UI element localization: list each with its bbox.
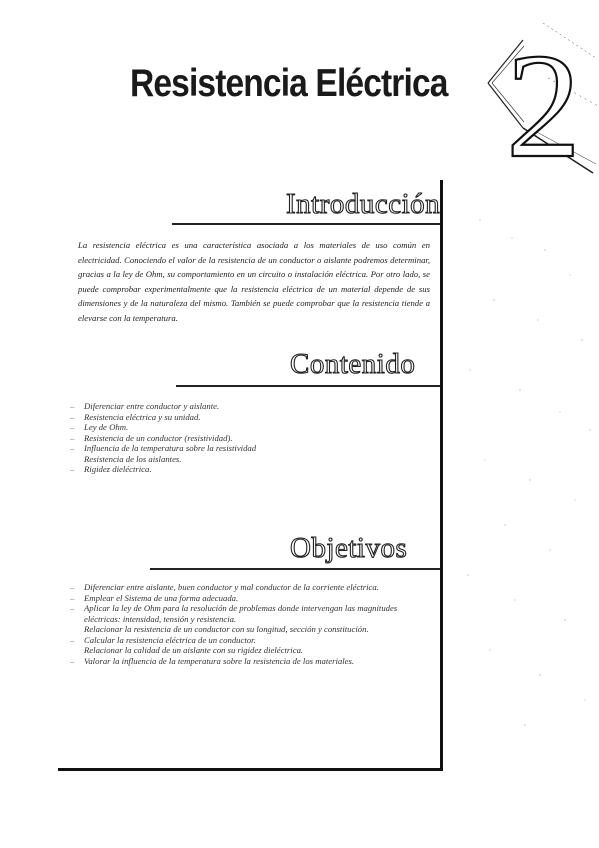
frame-bottom-rule [58,768,443,771]
section-rule-contenido [176,385,440,387]
scan-noise-decoration [450,180,599,740]
section-rule-introduccion [172,223,440,225]
intro-paragraph: La resistencia eléctrica es una característica asociada a los materiales de uso común en electricidad. Conociendo el valor de la resistencia de un conductor o aislante podremos determinar, gracias a la ley de Ohm, su comportamiento en un circuito o instalación eléctrica. Por otro lado, se puede comprobar experimentalmente que la resistencia eléctrica de un material depende de sus dimensiones y de la naturaleza del mismo. También se puede comprobar que la resistencia tiende a elevarse con la temperatura. [78,240,430,323]
list-item: – Diferenciar entre conductor y aislante. [70,401,220,411]
list-item: – Resistencia eléctrica y su unidad. [70,411,201,422]
list-item: – Influencia de la temperatura sobre la resistividad [70,443,257,453]
chapter-title: Resistencia Eléctrica [130,62,448,105]
list-item: – Aplicar la ley de Ohm para la resolución de problemas donde intervengan las magnitudes eléctricas: intensidad, tensión y resistencia. [70,603,398,624]
objetivos-list [70,582,432,666]
contenido-list [70,401,256,475]
list-item: – Diferenciar entre aislante, buen conductor y mal conductor de la corriente eléctrica. [70,582,379,592]
frame-vertical-rule [440,180,443,770]
list-item: – Rigidez dieléctrica. [70,464,152,474]
list-item: Relacionar la resistencia de un conductor con su longitud, sección y constitución. [84,624,369,634]
list-item: Relacionar la calidad de un aislante con su rigidez dieléctrica. [84,645,304,655]
list-item: – Emplear el Sistema de una forma adecuada. [70,592,239,603]
section-heading-introduccion: Introducción [286,188,441,220]
list-item: – Resistencia de un conductor (resistividad). [70,432,233,443]
list-item: – Valorar la influencia de la temperatura sobre la resistencia de los materiales. [70,655,355,666]
section-heading-contenido: Contenido [290,348,416,380]
list-item: Resistencia de los aislantes. [84,453,182,464]
chapter-number: 2 [506,23,581,178]
section-rule-objetivos [150,568,440,570]
list-item: – Calcular la resistencia eléctrica de un conductor. [70,634,256,645]
list-item: – Ley de Ohm. [70,422,129,432]
chapter-number-mark [478,18,599,178]
section-heading-objetivos: Objetivos [290,532,408,564]
